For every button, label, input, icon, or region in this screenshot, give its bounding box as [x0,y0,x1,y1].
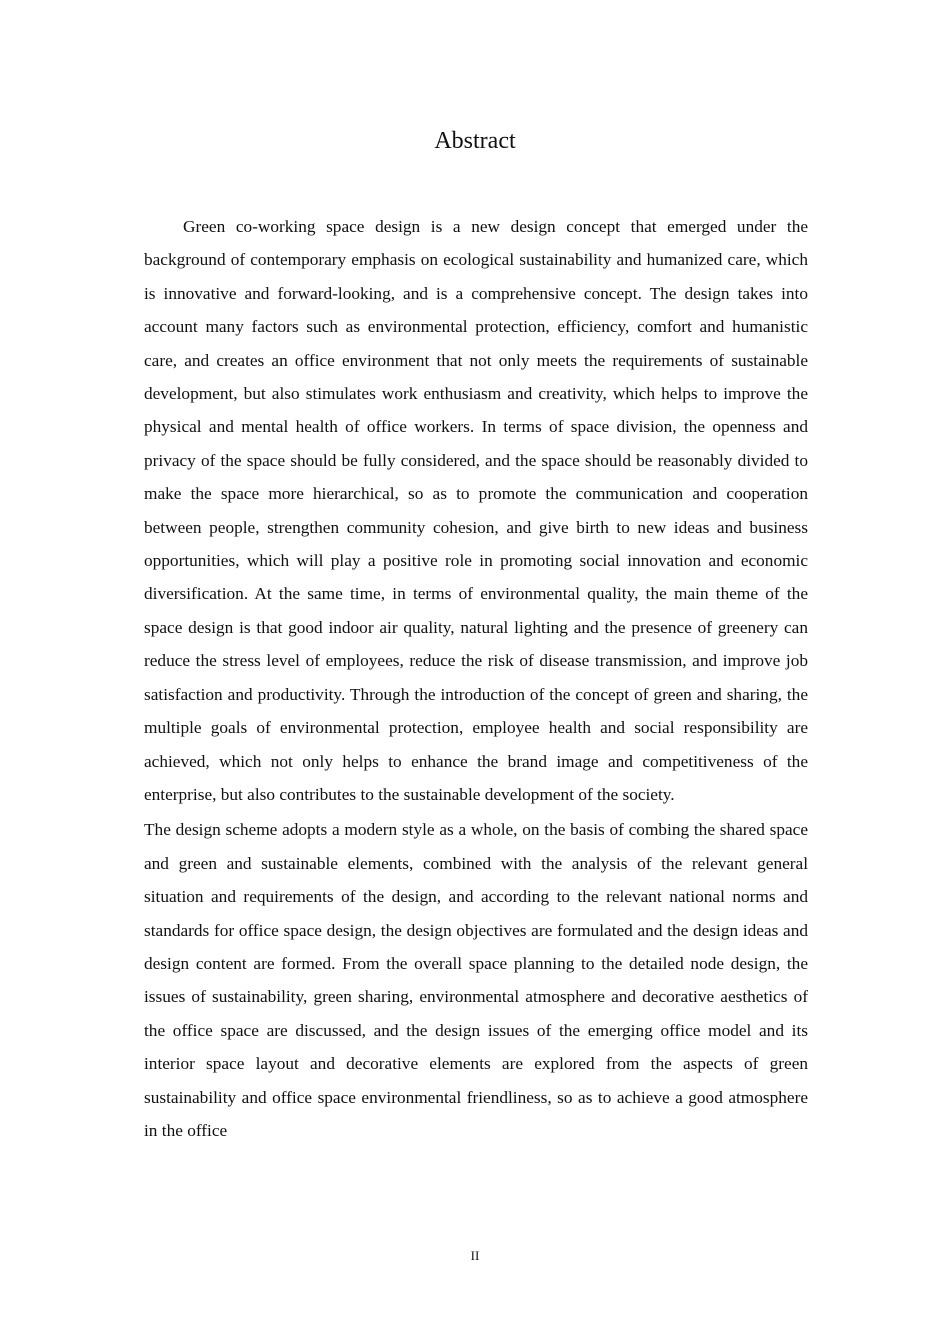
page-title: Abstract [434,128,516,154]
abstract-body [144,210,808,1147]
abstract-paragraph-2: The design scheme adopts a modern style as a whole, on the basis of combing the shared space and green and sustainable elements, combined with the analysis of the relevant general situation and requirements of the design, and according to the relevant national norms and standards for office space design, the design objectives are formulated and the design ideas and design content are formed. From the overall space planning to the detailed node design, the issues of sustainability, green sharing, environmental atmosphere and decorative aesthetics of the office space are discussed, and the design issues of the emerging office model and its interior space layout and decorative elements are explored from the aspects of green sustainability and office space environmental friendliness, so as to achieve a good atmosphere in the office [144,820,808,1140]
page-number: II [470,1248,480,1263]
abstract-paragraph-1: Green co-working space design is a new design concept that emerged under the background of contemporary emphasis on ecological sustainability and humanized care, which is innovative and forward-looking, and is a comprehensive concept. The design takes into account many factors such as environmental protection, efficiency, comfort and humanistic care, and creates an office environment that not only meets the requirements of sustainable development, but also stimulates work enthusiasm and creativity, which helps to improve the physical and mental health of office workers. In terms of space division, the openness and privacy of the space should be fully considered, and the space should be reasonably divided to make the space more hierarchical, so as to promote the communication and cooperation between people, strengthen community cohesion, and give birth to new ideas and business opportunities, which will play a positive role in promoting social innovation and economic diversification. At the same time, in terms of environmental quality, the main theme of the space design is that good indoor air quality, natural lighting and the presence of greenery can reduce the stress level of employees, reduce the risk of disease transmission, and improve job satisfaction and productivity. Through the introduction of the concept of green and sharing, the multiple goals of environmental protection, employee health and social responsibility are achieved, which not only helps to enhance the brand image and competitiveness of the enterprise, but also contributes to the sustainable development of the society. [144,217,808,804]
